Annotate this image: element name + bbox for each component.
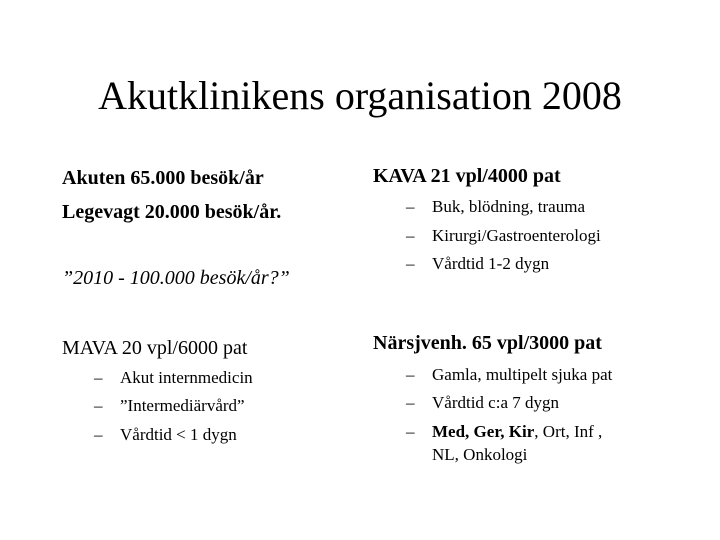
bullet-dash: – (406, 254, 415, 273)
mava-heading: MAVA 20 vpl/6000 pat (62, 337, 248, 359)
akuten-text: Akuten 65.000 besök/år (62, 167, 264, 189)
mava-item (94, 395, 245, 417)
narsjvenh-item (406, 364, 613, 386)
bullet-dash: – (94, 425, 103, 444)
narsjvenh-item-rest: , Ort, Inf , (534, 422, 603, 441)
mava-item-label: Vårdtid < 1 dygn (120, 425, 237, 444)
kava-item (406, 196, 585, 218)
narsjvenh-heading: Närsjvenh. 65 vpl/3000 pat (373, 332, 602, 354)
kava-item-label: Buk, blödning, trauma (432, 197, 585, 216)
kava-item (406, 225, 601, 247)
bullet-dash: – (406, 197, 415, 216)
kava-heading: KAVA 21 vpl/4000 pat (373, 165, 561, 187)
legevagt-text: Legevagt 20.000 besök/år. (62, 201, 282, 223)
narsjvenh-item (406, 421, 603, 443)
mava-item-label: Akut internmedicin (120, 368, 253, 387)
bullet-dash: – (406, 365, 415, 384)
narsjvenh-item (406, 392, 559, 414)
bullet-dash: – (406, 226, 415, 245)
narsjvenh-item-bold: Med, Ger, Kir (432, 422, 535, 441)
mava-item-label: ”Intermediärvård” (120, 396, 245, 415)
kava-item-label: Kirurgi/Gastroenterologi (432, 226, 601, 245)
kava-item-label: Vårdtid 1-2 dygn (432, 254, 550, 273)
narsjvenh-item-continuation: NL, Onkologi (432, 445, 528, 464)
narsjvenh-item-label: Vårdtid c:a 7 dygn (432, 393, 559, 412)
mava-item (94, 367, 253, 389)
mava-item (94, 424, 237, 446)
bullet-dash: – (406, 422, 415, 441)
slide-title: Akutklinikens organisation 2008 (98, 73, 622, 118)
kava-item (406, 253, 550, 275)
bullet-dash: – (406, 393, 415, 412)
forecast-text: ”2010 - 100.000 besök/år?” (62, 267, 290, 289)
bullet-dash: – (94, 396, 103, 415)
narsjvenh-item-label: Gamla, multipelt sjuka pat (432, 365, 613, 384)
bullet-dash: – (94, 368, 103, 387)
